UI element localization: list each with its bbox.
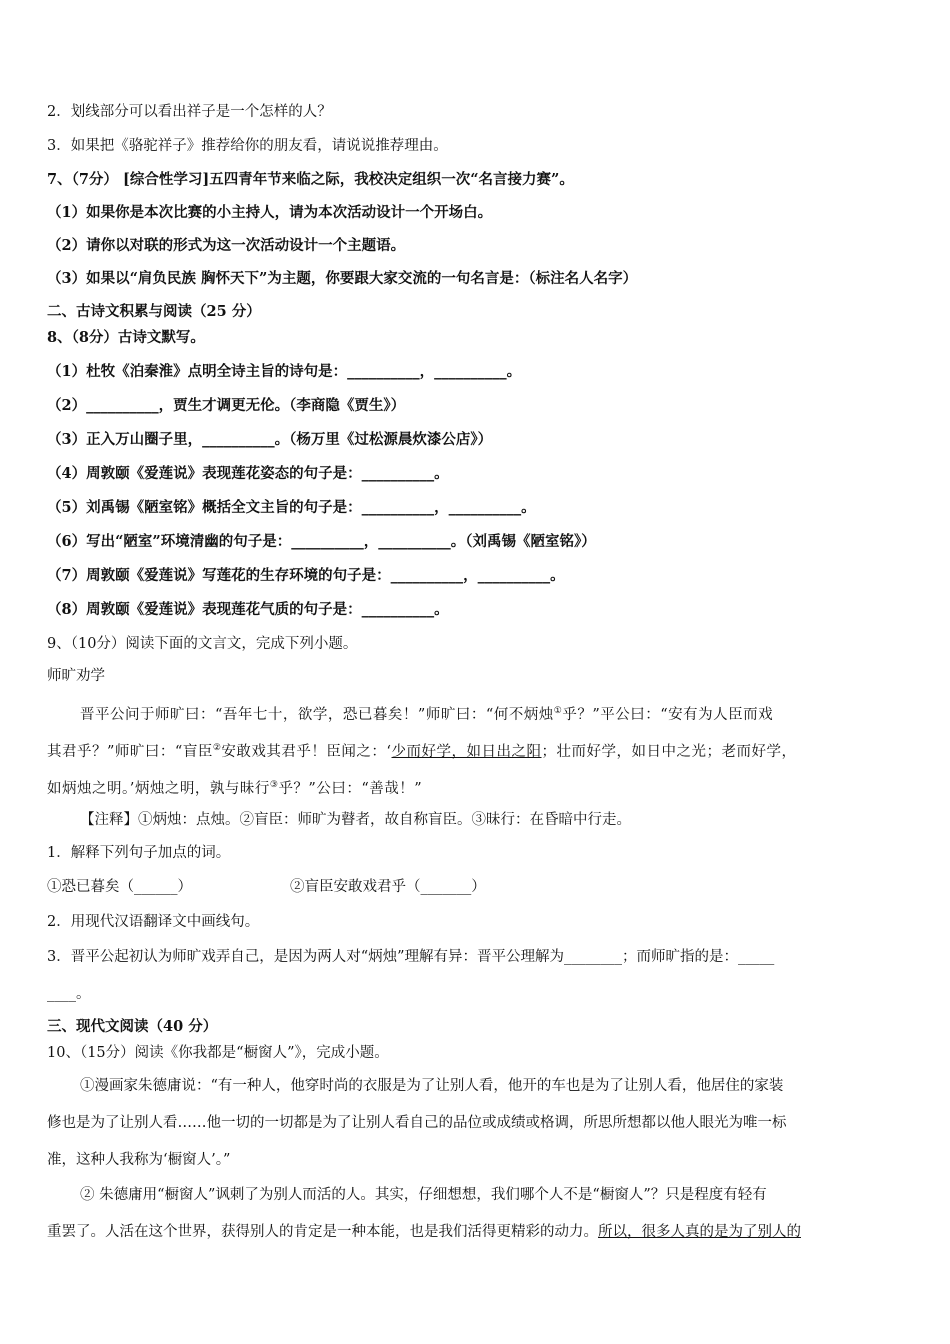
- underlined-sentence: 少而好学，如日出之阳: [391, 743, 542, 760]
- q8-item-7: （7）周敦颐《爱莲说》写莲花的生存环境的句子是：__________，__________。: [47, 567, 565, 584]
- para-2-line-1: ② 朱德庸用“橱窗人”讽刺了为别人而活的人。其实，仔细想想，我们哪个人不是“橱窗人”？只是程度有轻有: [80, 1187, 767, 1203]
- question-2: 2．划线部分可以看出祥子是一个怎样的人？: [47, 104, 332, 120]
- para-1-line-2: 修也是为了让别人看……他一切的一切都是为了让别人看自己的品位或成绩或格调，所思所想都以他人眼光为唯一标: [47, 1115, 787, 1131]
- q8-item-4: （4）周敦颐《爱莲说》表现莲花姿态的句子是：__________。: [47, 465, 449, 482]
- question-3: 3．如果把《骆驼祥子》推荐给你的朋友看，请说说推荐理由。: [47, 138, 448, 154]
- q8-item-3: （3）正入万山圈子里，__________。（杨万里《过松源晨炊漆公店》）: [47, 431, 493, 448]
- q10-title: 10、（15分）阅读《你我都是“橱窗人”》，完成小题。: [47, 1045, 389, 1061]
- para-1-line-1: ①漫画家朱德庸说：“有一种人，他穿时尚的衣服是为了让别人看，他开的车也是为了让别人看，他居住的家装: [80, 1078, 784, 1094]
- q9-title: 9、（10分）阅读下面的文言文，完成下列小题。: [47, 636, 358, 652]
- passage-line-1: 晋平公问于师旷曰：“吾年七十，欲学，恐已暮矣！”师旷曰：“何不炳烛①乎？”平公曰：“安有为人臣而戏: [80, 706, 774, 723]
- q7-item-3: （3）如果以“肩负民族 胸怀天下”为主题，你要跟大家交流的一句名言是：（标注名人名字）: [47, 270, 638, 287]
- q8-item-6: （6）写出“陋室”环境清幽的句子是：__________，__________。（刘禹锡《陋室铭》）: [47, 533, 596, 550]
- q8-title: 8、（8分）古诗文默写。: [47, 329, 205, 346]
- q9-sub-1a: ①恐已暮矣（______）: [47, 879, 192, 895]
- annotation-note: 【注释】①炳烛：点烛。②盲臣：师旷为瞽者，故自称盲臣。③昧行：在昏暗中行走。: [80, 812, 631, 828]
- para-1-line-3: 准，这种人我称为‘橱窗人’。”: [47, 1152, 231, 1168]
- q9-sub-2: 2．用现代汉语翻译文中画线句。: [47, 914, 260, 930]
- q7-title: 7、（7分） [综合性学习]五四青年节来临之际，我校决定组织一次“名言接力赛”。: [47, 171, 574, 188]
- q8-item-2: （2）__________，贾生才调更无伦。（李商隐《贾生》）: [47, 397, 406, 414]
- underlined-sentence-2: 所以，很多人真的是为了别人的: [598, 1224, 801, 1240]
- q9-sub-1: 1．解释下列句子加点的词。: [47, 845, 231, 861]
- section-3-heading: 三、现代文阅读（40 分）: [47, 1018, 218, 1035]
- q9-sub-3-cont: ____。: [47, 986, 91, 1002]
- q8-item-5: （5）刘禹锡《陋室铭》概括全文主旨的句子是：__________，__________。: [47, 499, 536, 516]
- section-2-heading: 二、古诗文积累与阅读（25 分）: [47, 303, 261, 320]
- passage-line-3: 如炳烛之明。’炳烛之明，孰与昧行③乎？”公曰：“善哉！”: [47, 780, 423, 797]
- passage-line-2: 其君乎？”师旷曰：“盲臣②安敢戏其君乎！臣闻之：‘少而好学，如日出之阳；壮而好学，如日中之光；老而好学，: [47, 743, 797, 760]
- q9-sub-1b: ②盲臣安敢戏君乎（_______）: [290, 879, 486, 895]
- q9-sub-3: 3．晋平公起初认为师旷戏弄自己，是因为两人对“炳烛”理解有异：晋平公理解为________；而师旷指的是：_____: [47, 949, 775, 965]
- q7-item-1: （1）如果你是本次比赛的小主持人，请为本次活动设计一个开场白。: [47, 204, 493, 221]
- para-2-line-2: 重罢了。人活在这个世界，获得别人的肯定是一种本能，也是我们活得更精彩的动力。所以，很多人真的是为了别人的: [47, 1224, 801, 1240]
- q8-item-1: （1）杜牧《泊秦淮》点明全诗主旨的诗句是：__________，__________。: [47, 363, 522, 380]
- q8-item-8: （8）周敦颐《爱莲说》表现莲花气质的句子是：__________。: [47, 601, 449, 618]
- q7-item-2: （2）请你以对联的形式为这一次活动设计一个主题语。: [47, 237, 406, 254]
- passage-title: 师旷劝学: [47, 668, 105, 684]
